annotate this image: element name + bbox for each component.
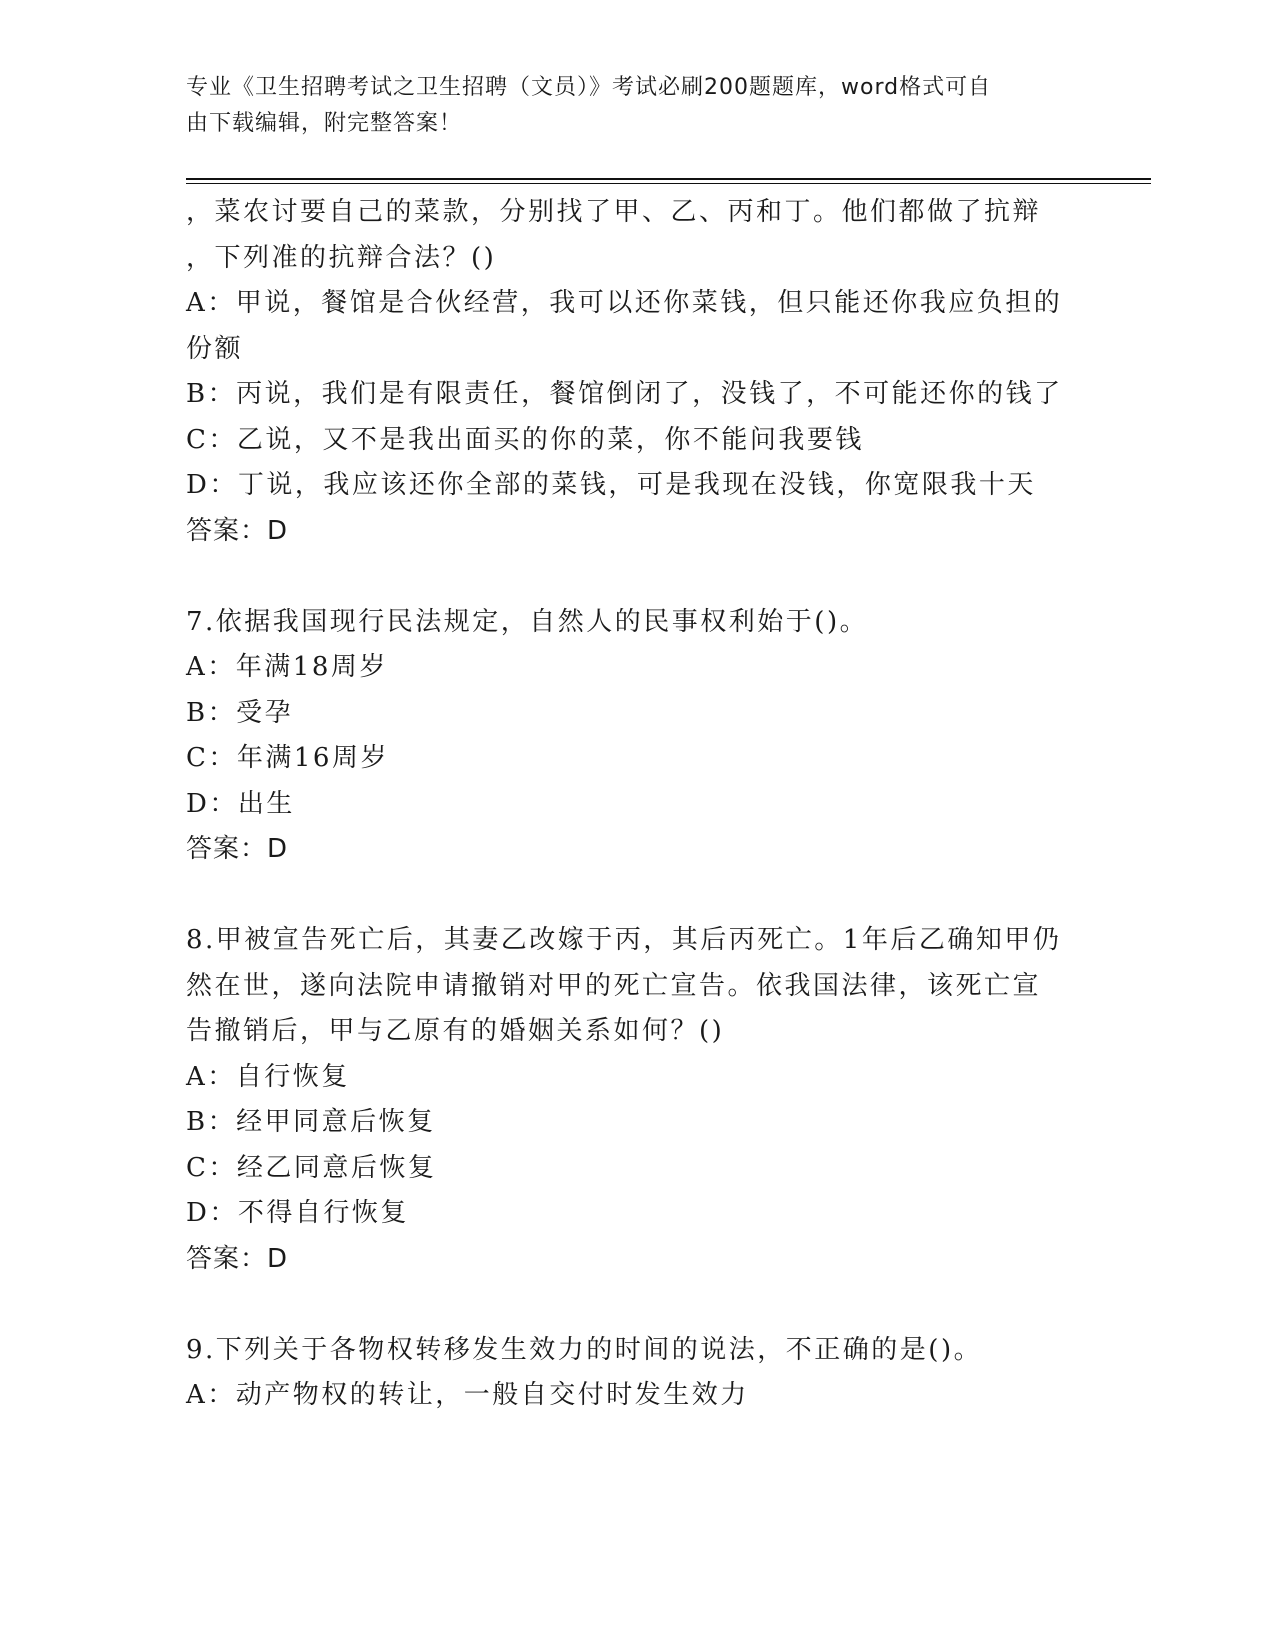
option-d: D：不得自行恢复 [186,1198,409,1228]
question-stem-line: 8.甲被宣告死亡后，其妻乙改嫁于丙，其后丙死亡。1年后乙确知甲仍 [186,925,1062,955]
question-content [186,190,1086,1419]
option-c: C：经乙同意后恢复 [186,1152,437,1183]
answer: 答案：D [186,515,289,546]
question-stem-line: 然在世，遂向法院申请撤销对甲的死亡宣告。依我国法律，该死亡宣 [186,970,1042,1001]
question-stem: 7.依据我国现行民法规定，自然人的民事权利始于()。 [186,606,869,637]
document-header [186,70,1086,142]
answer: 答案：D [186,834,289,864]
option-d: D：丁说，我应该还你全部的菜钱，可是我现在没钱，你宽限我十天 [186,470,1036,500]
question-stem-line: 告撤销后，甲与乙原有的婚姻关系如何？() [186,1016,725,1046]
spacer [186,554,1086,600]
question-9 [186,1328,1086,1419]
header-line-1: 专业《卫生招聘考试之卫生招聘（文员）》考试必刷200题题库，word格式可自 [186,75,992,100]
question-7 [186,600,1086,873]
spacer [186,1282,1086,1328]
option-a: A：自行恢复 [186,1061,350,1092]
option-a: A：甲说，餐馆是合伙经营，我可以还你菜钱，但只能还你我应负担的 [186,288,1063,318]
option-d: D：出生 [186,788,295,819]
option-b: B：经甲同意后恢复 [186,1107,436,1137]
question-stem-line: ，下列准的抗辩合法？() [186,242,497,273]
option-a: A：动产物权的转让，一般自交付时发生效力 [186,1380,749,1410]
option-a-continued: 份额 [186,333,244,364]
question-stem: 9.下列关于各物权转移发生效力的时间的说法，不正确的是()。 [186,1334,983,1365]
question-8 [186,918,1086,1282]
question-6 [186,190,1086,554]
option-b: B：丙说，我们是有限责任，餐馆倒闭了，没钱了，不可能还你的钱了 [186,379,1063,409]
spacer [186,873,1086,919]
header-divider-thin [186,183,1151,184]
answer: 答案：D [186,1243,289,1274]
option-a: A：年满18周岁 [186,652,388,682]
option-b: B：受孕 [186,697,294,728]
question-stem-line: ，菜农讨要自己的菜款，分别找了甲、乙、丙和丁。他们都做了抗辩 [186,197,1042,227]
option-c: C：乙说，又不是我出面买的你的菜，你不能问我要钱 [186,424,864,455]
header-divider-thick [186,178,1151,180]
header-line-2: 由下载编辑，附完整答案！ [186,111,463,136]
option-c: C：年满16周岁 [186,743,389,773]
